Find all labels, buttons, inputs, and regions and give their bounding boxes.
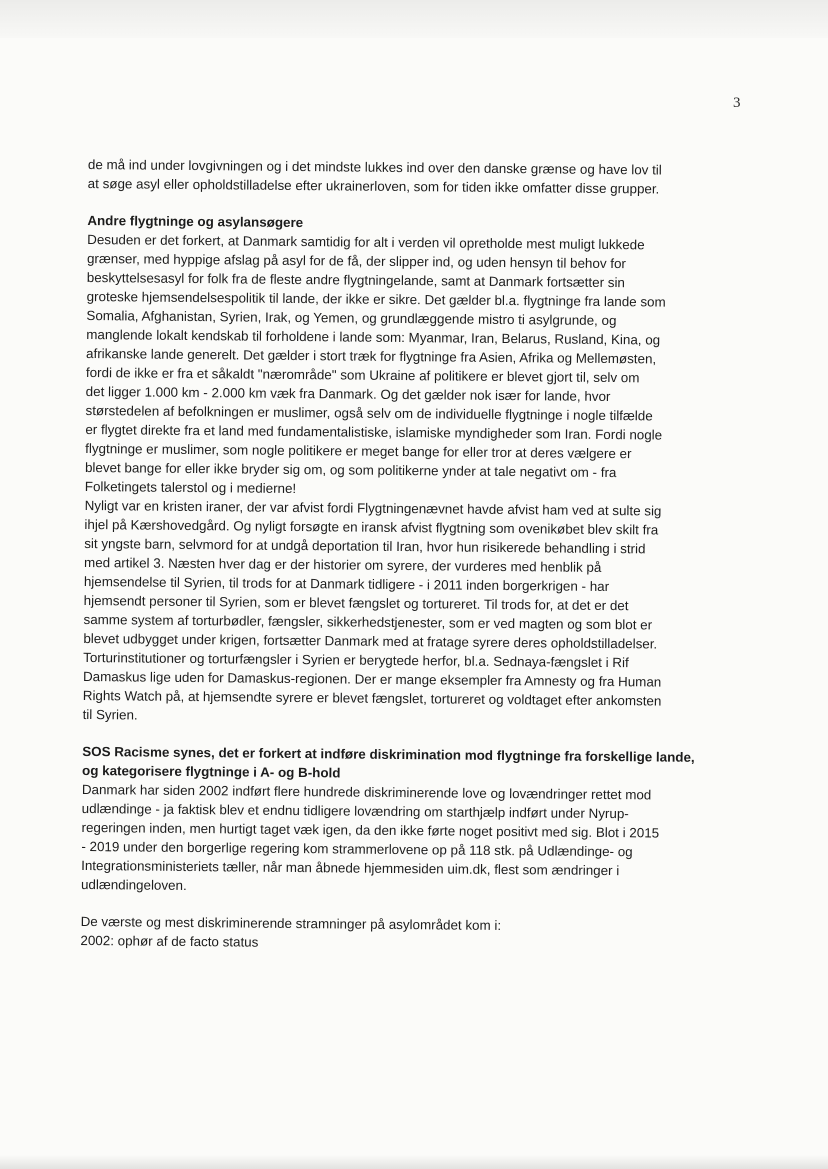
section1-paragraph-1: Desuden er det forkert, at Danmark samtidig for alt i verden vil opretholde mest muligt lukkede grænser, med hyppige afslag på asyl for de få, der slipper ind, og uden hensyn til behov for beskyttelsesasyl for folk fra de fleste andre flygtningelande, samt at Danmark fortsætter sin groteske hjemsendelsespolitik til lande, der ikke er sikre. Det gælder bl.a. flygtninge fra lande som Somalia, Afghanistan, Syrien, Irak, og Yemen, og grundlæggende mistro ti asylgrunde, og manglende lokalt kendskab til forholdene i lande som: Myanmar, Iran, Belarus, Rusland, Kina, og afrikanske lande generelt. Det gælder i stort træk for flygtninge fra Asien, Afrika og Mellemøsten, fordi de ikke er fra et såkaldt "nærområde" som Ukraine af politikere er blevet gjort til, selv om det ligger 1.000 km - 2.000 km væk fra Danmark. Og det gælder nok især for lande, hvor størstedelen af befolkningen er muslimer, også selv om de individuelle flygtninge i nogle tilfælde er flygtet direkte fra et land med fundamentalistiske, islamiske myndigheder som Iran. Fordi nogle flygtninge er muslimer, som nogle politikere er meget bange for eller tror at deres vælgere er blevet bange for eller ikke bryder sig om, og som politikerne ynder at tale negativt om - fra Folketingets talerstol og i medierne!: [84, 231, 666, 497]
intro-paragraph: de må ind under lovgivningen og i det mindste lukkes ind over den danske grænse og have lov til at søge asyl eller opholdstilladelse efter ukrainerloven, som for tiden ikke omfatter disse grupper.: [87, 156, 662, 197]
section1-paragraph-2: Nyligt var en kristen iraner, der var afvist fordi Flygtningenævnet havde afvist ham ved at sulte sig ihjel på Kærshovedgård. Og nyligt forsøgte en iransk afvist flygtning som ovenikøbet blev skilt fra sit yngste barn, selvmord for at undgå deportation til Iran, hvor hun risikerede behandling i strid med artikel 3. Næsten hver dag er der historier om syrere, der vurderes med henblik på hjemsendelse til Syrien, til trods for at Danmark tidligere - i 2011 inden borgerkrigen - har hjemsendt personer til Syrien, som er blevet fængslet og tortureret. Til trods for, at det er det samme system af torturbødler, fængsler, sikkerhedstjenester, som er ved magten og som blot er blevet udbygget under krigen, fortsætter Danmark med at fratage syrere deres opholdstilladelser. Torturinstitutioner og torturfængsler i Syrien er berygtede herfor, bl.a. Sednaya-fængslet i Rif Damaskus lige uden for Damaskus-regionen. Der er mange eksempler fra Amnesty og fra Human Rights Watch på, at hjemsendte syrere er blevet fængslet, tortureret og voldtaget efter ankomsten til Syrien.: [82, 497, 662, 723]
page-number: 3: [733, 95, 741, 111]
section-heading-discrimination: SOS Racisme synes, det er forkert at indføre diskrimination mod flygtninge fra forskellige lande, og kategorisere flygtninge i A- og B-hold: [82, 743, 695, 781]
section-heading-other-refugees: Andre flygtninge og asylansøgere: [87, 212, 304, 231]
scan-bottom-shadow: [0, 1155, 828, 1169]
section2-paragraph-2: De værste og mest diskriminerende stramninger på asylområdet kom i: 2002: ophør af de facto status: [80, 913, 502, 950]
document-body: [80, 155, 736, 956]
section2-paragraph-1: Danmark har siden 2002 indført flere hundrede diskriminerende love og lovændringer rettet mod udlændinge - ja faktisk blev et endnu tidligere lovændring om starthjælp indført under Nyrup- regeringen inden, men hurtigt taget væk igen, da den ikke førte noget positivt med sig. Blot i 2015 - 2019 under den borgerlige regering kom strammerlovene op på 118 stk. på Udlændinge- og Integrationsministeriets tæller, når man åbnede hjemmesiden uim.dk, flest som ændringer i udlændingeloven.: [80, 781, 660, 893]
scan-top-shadow: [0, 0, 828, 38]
